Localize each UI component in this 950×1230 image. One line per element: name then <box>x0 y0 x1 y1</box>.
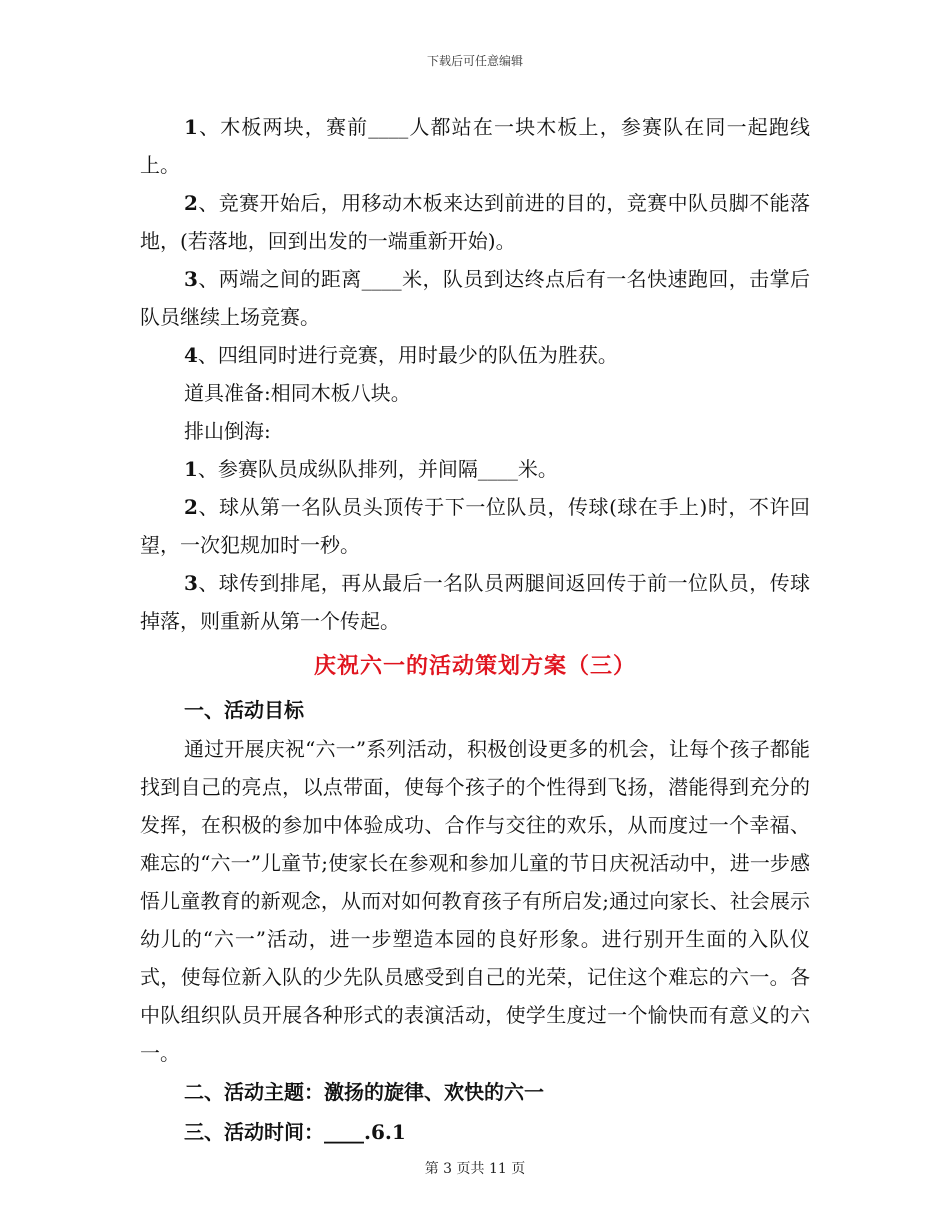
rule-paragraph <box>140 108 810 184</box>
time-label: 三、活动时间： <box>184 1120 324 1144</box>
rule-paragraph <box>140 488 810 564</box>
rule-text: 、竞赛开始后，用移动木板来达到前进的目的，竞赛中队员脚不能落地，(若落地，回到出发的一端重新开始)。 <box>140 191 810 253</box>
blank-line: ____ <box>361 267 402 291</box>
page-header: 下载后可任意编辑 <box>426 54 523 68</box>
time-value: .6.1 <box>364 1120 406 1144</box>
rule-number: 2 <box>184 191 198 215</box>
page-footer: 第 3 页共 11 页 <box>424 1161 526 1177</box>
goal-heading: 一、活动目标 <box>184 698 304 722</box>
document-body <box>140 108 810 1152</box>
rule-text: 、球传到排尾，再从最后一名队员两腿间返回传于前一位队员，传球掉落，则重新从第一个传起。 <box>140 571 810 633</box>
rule-text: 、两端之间的距离 <box>197 267 362 291</box>
rule-text: 、球从第一名队员头顶传于下一位队员，传球(球在手上)时，不许回望，一次犯规加时一秒。 <box>140 495 810 557</box>
rule-text: 、四组同时进行竞赛，用时最少的队伍为胜获。 <box>197 343 618 367</box>
blank-line: ____ <box>477 457 518 481</box>
rule-text: 米。 <box>517 457 558 481</box>
blank-line: ____ <box>368 115 409 139</box>
rule-number: 3 <box>184 571 198 595</box>
rule-text: 米，队员到达终点后有一名快速跑回，击掌后队员继续上场竞赛。 <box>140 267 811 329</box>
rule-number: 1 <box>184 457 198 481</box>
rule-text: 、参赛队员成纵队排列，并间隔 <box>197 457 478 481</box>
props-line: 道具准备:相同木板八块。 <box>184 381 411 405</box>
section-title: 庆祝六一的活动策划方案（三） <box>313 653 636 679</box>
rule-number: 2 <box>184 495 198 519</box>
rule-number: 4 <box>184 343 198 367</box>
rule-paragraph <box>140 336 810 374</box>
rule-number: 3 <box>184 267 198 291</box>
goal-paragraph: 通过开展庆祝“六一”系列活动，积极创设更多的机会，让每个孩子都能找到自己的亮点，以点带面，使每个孩子的个性得到飞扬，潜能得到充分的发挥，在积极的参加中体验成功、合作与交往的欢乐，从而度过一个幸福、难忘的“六一”儿童节;使家长在参观和参加儿童的节日庆祝活动中，进一步感悟儿童教育的新观念，从而对如何教育孩子有所启发;通过向家长、社会展示幼儿的“六一”活动，进一步塑造本园的良好形象。进行别开生面的入队仪式，使每位新入队的少先队员感受到自己的光荣，记住这个难忘的六一。各中队组织队员开展各种形式的表演活动，使学生度过一个愉快而有意义的六一。 <box>140 737 810 1065</box>
rule-paragraph <box>140 184 810 260</box>
rule-paragraph <box>140 450 810 488</box>
rule-text: 人都站在一块木板上，参赛队在同一起跑线上。 <box>140 115 811 177</box>
theme-heading: 二、活动主题：激扬的旋律、欢快的六一 <box>184 1080 544 1104</box>
rule-paragraph <box>140 260 810 336</box>
rule-paragraph <box>140 564 810 640</box>
game-title: 排山倒海: <box>184 419 271 443</box>
rule-number: 1 <box>184 115 198 139</box>
blank-line: ____ <box>324 1120 364 1144</box>
rule-text: 、木板两块，赛前 <box>197 115 369 139</box>
time-heading <box>140 1112 810 1152</box>
